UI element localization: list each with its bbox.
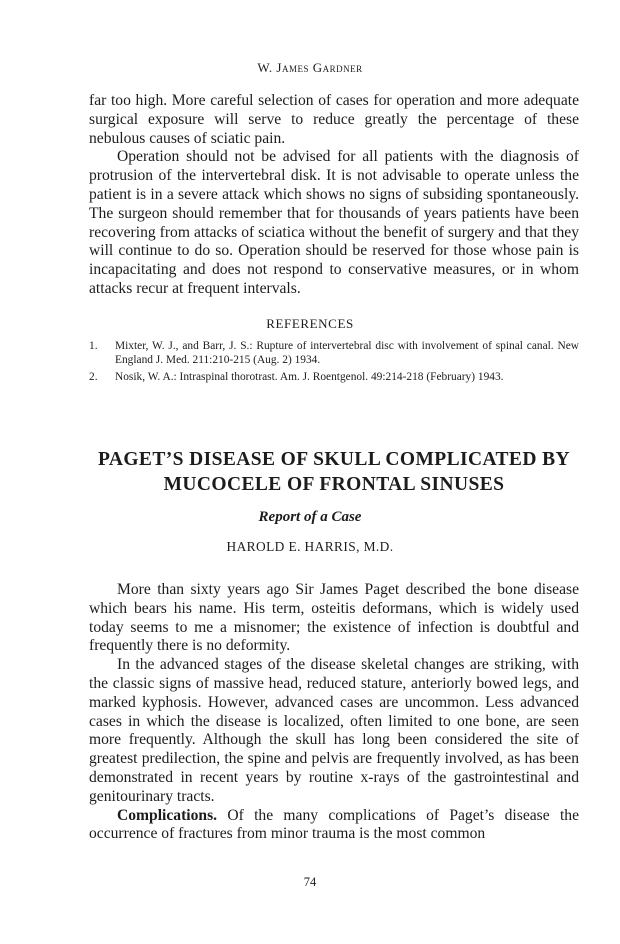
running-head: W. James Gardner [257, 60, 363, 75]
reference-item [89, 371, 579, 385]
article-title-line-2: MUCOCELE OF FRONTAL SINUSES [163, 474, 505, 495]
paragraph-complications [89, 807, 579, 845]
references-list [89, 340, 579, 389]
article-title [89, 447, 579, 497]
complications-text: Of the many complications of Paget’s disease the occurrence of fractures from minor trauma is the most common [89, 806, 579, 843]
paragraph-continued: far too high. More careful selection of cases for operation and more adequate surgical exposure will serve to reduce greatly the percentage of these nebulous causes of sciatic pain. [89, 92, 579, 147]
reference-text: Nosik, W. A.: Intraspinal thorotrast. Am. J. Roentgenol. 49:214-218 (February) 1943. [115, 371, 504, 384]
complications-heading: Complications. [117, 806, 218, 824]
article-body [89, 581, 579, 844]
article-title-line-1: PAGET’S DISEASE OF SKULL COMPLICATED BY [98, 449, 570, 470]
continued-text [89, 92, 579, 299]
page-number: 74 [303, 875, 317, 889]
article-author: HAROLD E. HARRIS, M.D. [226, 539, 394, 554]
paragraph-paget-intro: More than sixty years ago Sir James Paget described the bone disease which bears his name. His term, osteitis deformans, which is widely used today seems to me a misnomer; the existence of infection is doubtful and frequently there is no deformity. [89, 581, 579, 655]
references-heading: REFERENCES [266, 316, 354, 331]
reference-text: Mixter, W. J., and Barr, J. S.: Rupture of intervertebral disc with involvement of spinal canal. New England J. Med. 211:210-215 (Aug. 2) 1934. [115, 340, 579, 366]
reference-item [89, 340, 579, 367]
reference-number: 1. [89, 340, 98, 352]
paragraph-operation-advice: Operation should not be advised for all patients with the diagnosis of protrusion of the intervertebral disk. It is not advisable to operate unless the patient is in a severe attack which shows no signs of subsiding spontaneously. The surgeon should remember that for thousands of years patients have been recovering from attacks of sciatica without the benefit of surgery and that they will continue to do so. Operation should be reserved for those whose pain is incapacitating and does not respond to conservative measures, or in whom attacks recur at frequent intervals. [89, 148, 579, 297]
article-subtitle: Report of a Case [258, 509, 362, 525]
reference-number: 2. [89, 371, 98, 384]
paragraph-advanced-stages: In the advanced stages of the disease skeletal changes are striking, with the classic signs of massive head, reduced stature, anteriorly bowed legs, and marked kyphosis. However, advanced cases are uncommon. Less advanced cases in which the disease is localized, often limited to one bone, are seen more frequently. Although the skull has long been considered the site of greatest predilection, the spine and pelvis are frequently involved, as has been demonstrated in recent years by routine x-rays of the gastrointestinal and genitourinary tracts. [89, 656, 579, 805]
